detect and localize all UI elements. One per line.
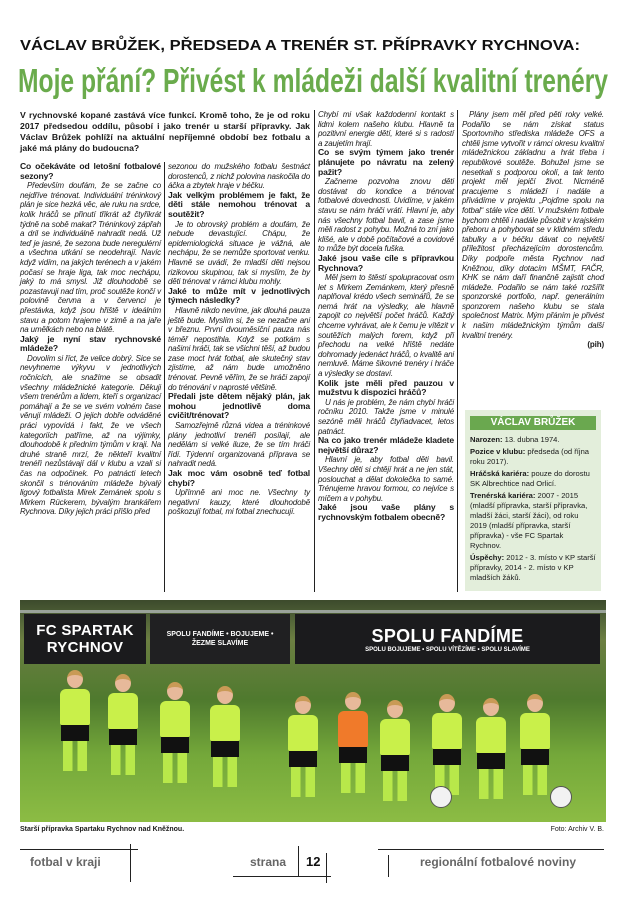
player-figure bbox=[60, 670, 90, 780]
footer-rule-center bbox=[233, 876, 331, 877]
interview-question: Předali jste dětem nějaký plán, jak mohou jednotlivě doma cvičit/trénovat? bbox=[168, 391, 310, 421]
footer-rule-left bbox=[20, 849, 138, 850]
interview-answer: Hlavní je, aby fotbal děti bavil. Všechny děti si chtějí hrát a ne jen stát, poslouchat a dělat dokolečka to samé. Trénujeme hravou formou, co nejvíce s míčem a v pohybu. bbox=[318, 455, 454, 503]
football-ball bbox=[430, 786, 452, 808]
footer-divider bbox=[130, 844, 131, 882]
interview-question: Co očekáváte od letošní fotbalové sezony? bbox=[20, 161, 161, 181]
banner-spolu-fandime: SPOLU FANDÍME SPOLU BOJUJEME • SPOLU VÍTĚZÍME • SPOLU SLAVÍME bbox=[295, 614, 600, 664]
footer-publication-name: regionální fotbalové noviny bbox=[420, 855, 577, 869]
profile-label: Trenérská kariéra: bbox=[470, 491, 536, 500]
player-figure bbox=[380, 700, 410, 810]
profile-label: Hráčská kariéra: bbox=[470, 469, 530, 478]
interview-question: Jak moc vám osobně teď fotbal chybí? bbox=[168, 468, 310, 488]
text-column-1 bbox=[20, 162, 161, 517]
profile-label: Narozen: bbox=[470, 435, 503, 444]
footer-divider bbox=[388, 855, 389, 877]
banner-fc-spartak: FC SPARTAK RYCHNOV bbox=[24, 614, 146, 664]
player-figure bbox=[288, 696, 318, 806]
interview-question: Jaký je nyní stav rychnovské mládeže? bbox=[20, 333, 161, 354]
text-column-4 bbox=[462, 110, 604, 350]
article-headline: Moje přání? Přivést k mládeži další kvalitní trenéry bbox=[18, 62, 609, 99]
interview-question: Jak velkým problémem je fakt, že děti stále nemohou trénovat a soutěžit? bbox=[168, 189, 310, 219]
profile-row bbox=[470, 469, 596, 489]
interview-answer: sezonou do mužského fotbalu šestnáct dorostenců, z nichž polovina naskočila do áčka a zbytek hraje v béčku. bbox=[168, 162, 310, 191]
profile-value: pouze do dorostu SK Albrechtice nad Orlicí. bbox=[470, 469, 590, 488]
footer-section-name: fotbal v kraji bbox=[30, 855, 101, 869]
player-figure bbox=[520, 694, 550, 804]
team-photo bbox=[20, 600, 606, 822]
column-divider bbox=[164, 162, 165, 592]
player-figure bbox=[476, 698, 506, 808]
text-column-2 bbox=[168, 162, 310, 517]
profile-value: 2007 - 2015 (mladší přípravka, starší přípravka, mladší žáci, starší žáci), od roku 2019 (mladší přípravka, starší přípravka) - vše FC Spartak Rychnov. bbox=[470, 491, 588, 550]
profile-row bbox=[470, 447, 596, 467]
interview-question: Jaké jsou vaše plány s rychnovským fotbalem obecně? bbox=[318, 502, 454, 522]
column-divider bbox=[457, 110, 458, 592]
interview-answer: Hlavně nikdo nevíme, jak dlouhá pauza ještě bude. Myslím si, že se nezačne ani v březnu. První dvouměsíční pauza nás téměř nepostihla. Když se potkám s našimi hráči, tak se všichni těší, až budou zase moct hrát fotbal, ale skutečný stav zjistíme, až nám bude umožněno trénovat. Pevně věřím, že se hráči zapojí do trénování v naprosté většině. bbox=[168, 305, 310, 392]
fence-rail bbox=[20, 610, 606, 613]
column-divider bbox=[314, 110, 315, 592]
player-figure bbox=[160, 682, 190, 792]
banner-spolu-diagonal: SPOLU FANDÍME • BOJUJEME • ŽEZME SLAVÍME bbox=[150, 614, 290, 664]
interview-answer: Je to obrovský problém a doufám, že nebude devastující. Chápu, že epidemiologická situace je vážná, ale nechápu, že se nemůže sportovat venku. Hlavně se uvádí, že mladší děti nejsou rizikovou skupinou, tak si myslím, že by děti trénovat v rámci klubu mohly. bbox=[168, 219, 310, 287]
profile-box bbox=[465, 410, 601, 591]
interview-question: Kolik jste měli před pauzou v mužstvu k dispozici hráčů? bbox=[318, 377, 454, 398]
profile-value: 13. dubna 1974. bbox=[502, 435, 560, 444]
interview-question: Co se svým týmem jako trenér plánujete po návratu na zelený pažit? bbox=[318, 147, 454, 177]
article-kicker: VÁCLAV BRŮŽEK, PŘEDSEDA A TRENÉR ST. PŘÍPRAVKY RYCHNOVA: bbox=[20, 37, 528, 54]
footer-page-number: 12 bbox=[306, 854, 321, 869]
article-intro: V rychnovské kopané zastává více funkcí. Kromě toho, že je od roku 2017 předsedou oddílu, působí i jako trenér u starší přípravky. Jak Václav Brůžek pohlíží na aktuální nepříjemné období bez fotbalu a jaké má plány do budoucna? bbox=[20, 110, 310, 153]
interview-answer: Plány jsem měl před pěti roky velké. Podařilo se nám získat status Sportovního střediska mládeže OFS a chtěli jsme vytvořit v rámci okresu kvalitní mládežnickou základnu a hrát třeba i republikové soutěže. Bohužel jsme se nesetkali s podporou okolí, a tak tento projekt měl jepičí život. Nicméně pracujeme s mládeží i nadále a přivádíme v projektu „Pojďme spolu na fotbal“ stále více dětí. V mužském fotbale bychom chtěli i nadále působit v krajském přeboru a pohybovat se v klidném středu tabulky a v béčku dávat co největší příležitost přecházejícím dorostencům. Díky podpoře města Rychnov nad Kněžnou, díky dotacím MŠMT, FAČR, KHK se nám daří finančně zajistit chod mládeže. Podařilo se nám také rozšířit sponzorské portfolio, např. generálním sponzorem našeho klubu se stala společnost Matrix. Mým přáním je přivést k našim mládežnickým týmům další kvalitní trenéry. bbox=[462, 110, 604, 340]
player-figure bbox=[210, 686, 240, 796]
photo-credit: Foto: Archiv V. B. bbox=[550, 826, 604, 833]
profile-box-title: VÁCLAV BRŮŽEK bbox=[470, 416, 596, 430]
footer-divider bbox=[326, 853, 327, 883]
profile-label: Úspěchy: bbox=[470, 553, 505, 562]
interview-answer: U nás je problém, že nám chybí hráči ročníku 2010. Takže jsme v minulé sezóně měli hráčů čtyřiadvacet, letos patnáct. bbox=[318, 397, 454, 436]
interview-answer: Dovolím si říct, že velice dobrý. Sice se nevyhneme výkyvu v jednotlivých ročnících, ale snažíme se obsadit všechny mládežnické kategorie. Děkuji všem trenérům a lidem, kteří s organizací pomáhají a že se ve svém volném čase věnují mládeži. O jejich dobře odváděné práci vypovídá i fakt, že ve všech kategoriích patříme, až na výjimky, dlouhodobě k předním týmům v kraji. Na druhé straně mrzí, že někteří kvalitní trenéři nezůstávají dál v klubu a vzali si čas na odpočinek. Po patnácti letech skončil s trénováním mládeže bývalý ligový fotbalista Mirek Zemánek spolu s Mirkem Rückerem, bývalým brankářem Rychnova. Díky jejich práci přišlo před bbox=[20, 353, 161, 517]
profile-row bbox=[470, 491, 596, 551]
profile-row bbox=[470, 553, 596, 583]
footer-rule-right bbox=[378, 849, 604, 850]
photo-caption: Starší přípravka Spartaku Rychnov nad Kněžnou. bbox=[20, 826, 185, 833]
interview-answer: Měl jsem to štěstí spolupracovat osm let s Mirkem Zemánkem, který přesně naplňoval krédo všech seminářů, že se nemá hrát na výsledky, ale hlavně zapojit co největší počet hráčů. Každý chceme vyhrávat, ale k čemu je vítězit v soutěžích malých forem, když při přechodu na velké hřiště nedáte dohromady jedenáct hráčů, o kvalitě ani nemluvě. Máme šikovné trenéry i hráče a výsledky se dostaví. bbox=[318, 273, 454, 379]
profile-value: předseda (od října roku 2017). bbox=[470, 447, 590, 466]
interview-question: Jaké to může mít v jednotlivých týmech následky? bbox=[168, 285, 310, 306]
interview-question: Jaké jsou vaše cíle s přípravkou Rychnova? bbox=[318, 252, 454, 273]
interview-answer: Samozřejmě různá videa a tréninkové plány jednotliví trenéři posílají, ale nedělám si velké iluze, že se tím hráči řídí. Týdenní organizovaná příprava se nahradit nedá. bbox=[168, 421, 310, 469]
profile-row bbox=[470, 435, 596, 445]
interview-answer: Začneme pozvolna znovu děti dostávat do kondice a trénovat fotbalové dovednosti. Uvidíme, v jakém stavu se nám hráči vrátí. Hlavní je, aby nás všechny fotbal bavil, a zase jsme měli radost z pohybu. Možná to zní jako klišé, ale v době počítačové a covidové to může být docela fuška. bbox=[318, 177, 454, 254]
interview-answer: Chybí mi však každodenní kontakt s lidmi kolem našeho klubu. Hlavně ta pozitivní energie dětí, které si s radostí a zaujetím hrají. bbox=[318, 110, 454, 148]
footer-divider bbox=[298, 846, 299, 876]
interview-answer: Upřímně ani moc ne. Všechny ty negativní kauzy, které dlouhodobě poškozují fotbal, mi fotbal znechucují. bbox=[168, 488, 310, 517]
interview-question: Na co jako trenér mládeže kladete největší důraz? bbox=[318, 435, 454, 455]
profile-value: 2012 - 3. místo v KP starší přípravky, 2014 - 2. místo v KP mladších žáků. bbox=[470, 553, 596, 582]
footer-page-label: strana bbox=[250, 855, 287, 869]
player-figure bbox=[108, 674, 138, 784]
article-titles bbox=[18, 32, 610, 102]
profile-label: Pozice v klubu: bbox=[470, 447, 526, 456]
interview-answer: Především doufám, že se začne co nejdříve trénovat. Individuální tréninkový plán je sice hezká věc, ale ruku na srdce, kolik hráčů se přinutí třikrát až čtyřikrát týdně na sobě makat? Tréninkový zápřah a dril se individuálně nahradit nedá. Už teď je jasné, že sezona bude neregulérní a všechna utkání se neodehrají. Navíc když vidím, na jakých terénech a v jakém počasí se hraje liga, tak moc nechápu, jaký to má smysl. Již dlouhodobě se pozastavuji nad tím, proč soutěže končí v polovině června a v červenci je přestávka, když jsou hřiště v ideálním stavu a potom hrajeme v zimě a na jaře na umělkách nebo na blátě. bbox=[20, 181, 161, 335]
player-figure bbox=[338, 692, 368, 802]
text-column-3 bbox=[318, 110, 454, 523]
author-signature: (pih) bbox=[587, 340, 604, 350]
football-ball bbox=[550, 786, 572, 808]
